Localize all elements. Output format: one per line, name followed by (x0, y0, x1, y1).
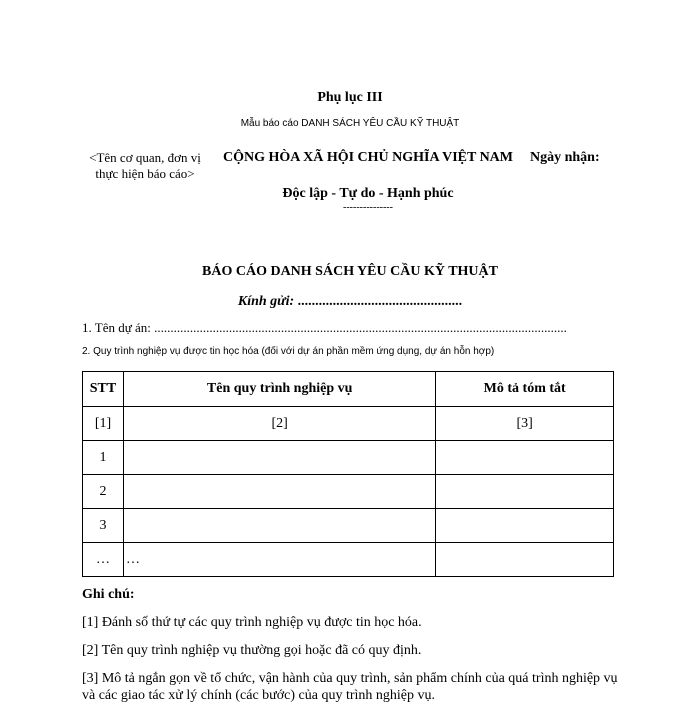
table-cell: [2] (123, 407, 435, 441)
notes-title: Ghi chú: (82, 587, 135, 602)
table-index-row (83, 407, 614, 441)
table-row (83, 509, 614, 543)
table-cell: [1] (83, 407, 124, 441)
motto-rule: --------------- (343, 202, 393, 213)
table-cell: [3] (436, 407, 614, 441)
org-line-1: <Tên cơ quan, đơn vị (89, 150, 201, 165)
table-cell (436, 509, 614, 543)
table-row (83, 475, 614, 509)
header-stt: STT (83, 372, 124, 407)
table-cell: 3 (83, 509, 124, 543)
report-title: BÁO CÁO DANH SÁCH YÊU CẦU KỸ THUẬT (202, 264, 498, 279)
table-cell (123, 441, 435, 475)
org-line-2: thực hiện báo cáo> (95, 166, 195, 181)
table-cell (436, 441, 614, 475)
table-cell: … (123, 543, 435, 577)
project-name-line (82, 320, 622, 336)
form-name: Mẫu báo cáo DANH SÁCH YÊU CẦU KỸ THUẬT (240, 118, 460, 129)
process-table (82, 371, 614, 577)
recipient-line (0, 294, 700, 310)
motto: Độc lập - Tự do - Hạnh phúc (282, 186, 454, 201)
header-summary: Mô tả tóm tắt (436, 372, 614, 407)
table-cell: 2 (83, 475, 124, 509)
table-row (83, 543, 614, 577)
project-dots: ............................................................................................................................... (154, 320, 567, 335)
table-row (83, 441, 614, 475)
recipient-dots: ............................................... (294, 294, 463, 309)
recipient-label: Kính gửi: (237, 294, 295, 309)
received-date-label: Ngày nhận: (530, 150, 600, 165)
table-cell (123, 475, 435, 509)
header-process-name: Tên quy trình nghiệp vụ (123, 372, 435, 407)
project-label: 1. Tên dự án: (82, 320, 155, 335)
table-header-row (83, 372, 614, 407)
table-cell (436, 543, 614, 577)
nation-heading: CỘNG HÒA XÃ HỘI CHỦ NGHĨA VIỆT NAM (222, 150, 513, 165)
table-cell (123, 509, 435, 543)
note-item-1: [1] Đánh số thứ tự các quy trình nghiệp vụ được tin học hóa. (82, 615, 422, 630)
table-cell: 1 (83, 441, 124, 475)
table-cell (436, 475, 614, 509)
note-item-3: [3] Mô tả ngắn gọn về tổ chức, vận hành của quy trình, sản phẩm chính của quá trình nghiệp vụ và các giao tác xử lý chính (các bước) của quy trình nghiệp vụ. (82, 671, 618, 703)
table-cell: … (83, 543, 124, 577)
process-note: 2. Quy trình nghiệp vụ được tin học hóa (đối với dự án phần mềm ứng dụng, dự án hỗn hợp) (82, 346, 495, 357)
note-item-2: [2] Tên quy trình nghiệp vụ thường gọi hoặc đã có quy định. (82, 643, 422, 658)
appendix-title: Phụ lục III (317, 90, 383, 105)
org-placeholder (80, 150, 210, 182)
